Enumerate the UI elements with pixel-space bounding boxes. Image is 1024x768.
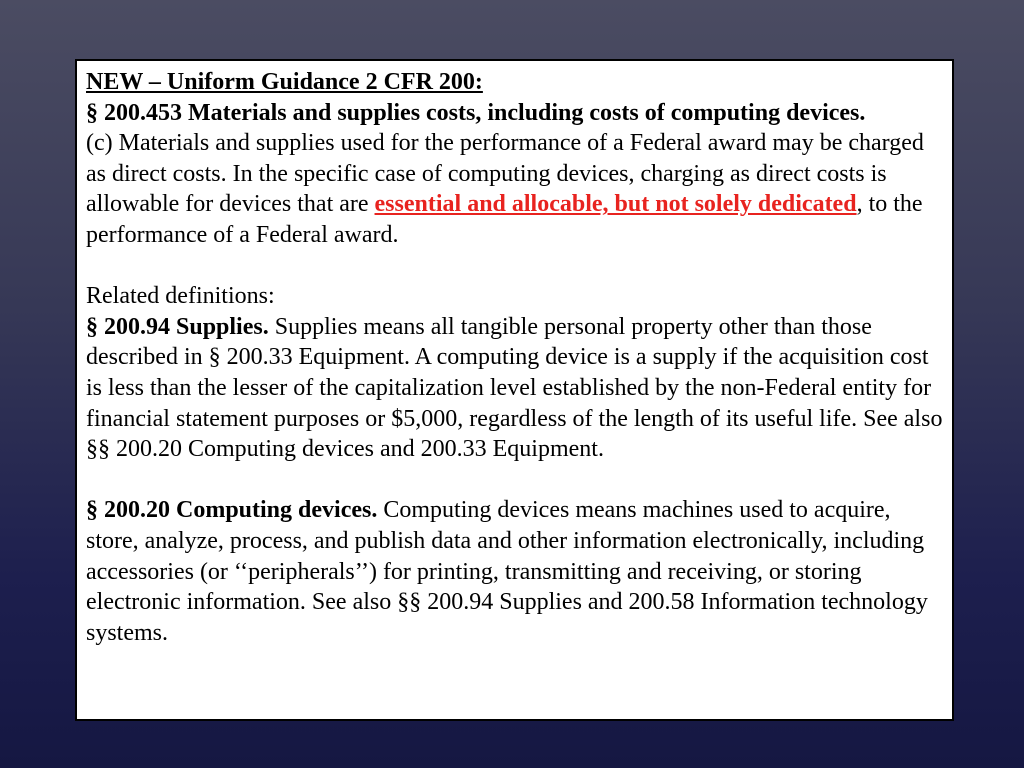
content-box: [75, 59, 954, 721]
section-20-term: § 200.20 Computing devices.: [86, 497, 378, 524]
section-94-term: § 200.94 Supplies.: [86, 313, 269, 340]
section-453-text-after: , to the performance of a Federal award.: [86, 191, 923, 248]
spacer: [86, 251, 944, 282]
section-20-text: Computing devices means machines used to acquire, store, analyze, process, and publish data and other information electronically, including accessories (or ‘‘peripherals’’) for printing, transmitting and receiving, or storing electronic information. See also §§ 200.94 Supplies and 200.58 Information technology systems.: [86, 497, 928, 646]
section-453-text-before: (c) Materials and supplies used for the performance of a Federal award may be charged as direct costs. In the specific case of computing devices, charging as direct costs is allowable for devices that are: [86, 130, 924, 218]
spacer: [86, 465, 944, 496]
section-94-text: Supplies means all tangible personal property other than those described in § 200.33 Equipment. A computing device is a supply if the acquisition cost is less than the lesser of the capitalization level established by the non-Federal entity for financial statement purposes or $5,000, regardless of the length of its useful life. See also §§ 200.20 Computing devices and 200.33 Equipment.: [86, 313, 943, 463]
section-20-paragraph: [86, 495, 944, 648]
related-definitions-label: Related definitions:: [86, 283, 275, 310]
section-453-emphasis: essential and allocable, but not solely dedicated: [374, 191, 857, 218]
section-94-paragraph: [86, 312, 944, 465]
section-453-paragraph: [86, 128, 944, 250]
slide-heading: NEW – Uniform Guidance 2 CFR 200:: [86, 69, 483, 95]
section-453-title: § 200.453 Materials and supplies costs, including costs of computing devices.: [86, 99, 866, 126]
